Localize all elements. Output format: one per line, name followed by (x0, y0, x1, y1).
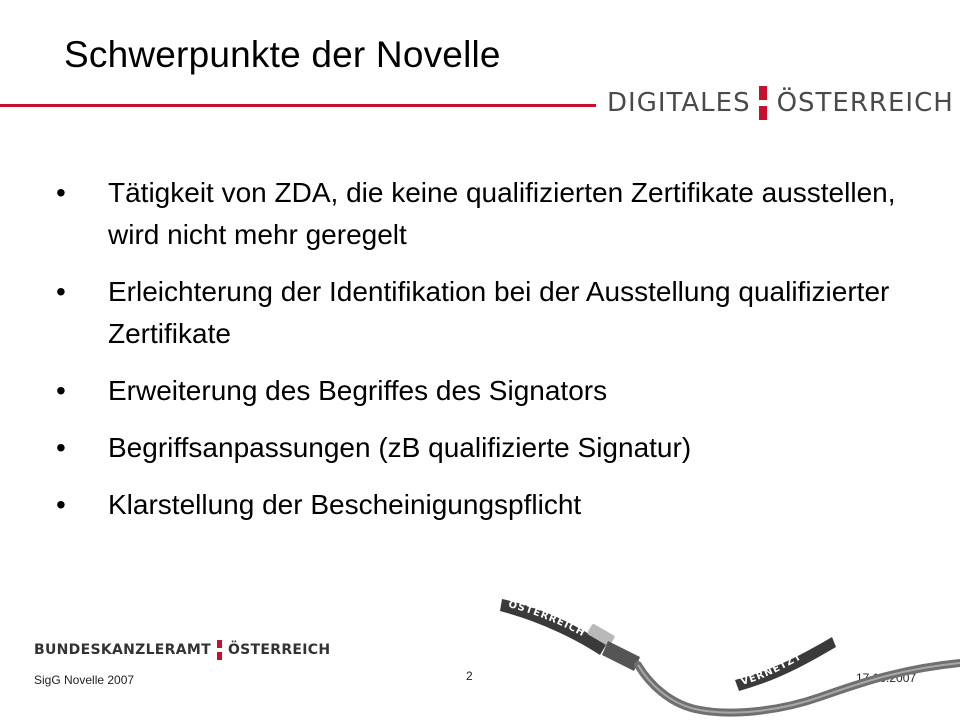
bullet-item (56, 172, 946, 256)
usb-cable-illustration (480, 585, 960, 720)
bullet-text: Erweiterung des Begriffes des Signators (108, 375, 608, 406)
logo-red-mark-icon (217, 640, 222, 660)
logo-word-digitales: DIGITALES (607, 88, 751, 118)
bullet-text: Klarstellung der Bescheinigungspflicht (108, 489, 582, 520)
footer-date: 17.10.2007 (856, 671, 917, 685)
slide-title: Schwerpunkte der Novelle (64, 34, 501, 75)
logo-word-bundeskanzleramt: BUNDESKANZLERAMT (34, 642, 211, 658)
bullet-dot-icon: • (56, 276, 66, 307)
digitales-oesterreich-logo (607, 86, 954, 120)
bullet-item (56, 427, 946, 469)
logo-word-oesterreich: ÖSTERREICH (227, 642, 331, 658)
logo-red-mark-icon (759, 86, 767, 120)
bullet-dot-icon: • (56, 489, 66, 520)
bullet-item (56, 370, 946, 412)
bullet-text: Erleichterung der Identifikation bei der Ausstellung qualifizierter Zertifikate (108, 276, 890, 349)
svg-text:ÖSTERREICH (507, 596, 587, 639)
bullet-text: Begriffsanpassungen (zB qualifizierte Signatur) (108, 432, 692, 463)
title-underline (0, 104, 596, 107)
page-number: 2 (466, 669, 473, 683)
bullet-list (56, 172, 946, 541)
usb-label-vernetzt: VERNETZT (739, 651, 804, 688)
usb-label-oesterreich: ÖSTERREICH (507, 599, 588, 640)
footer-presentation-name: SigG Novelle 2007 (34, 673, 135, 687)
bullet-item (56, 271, 946, 355)
bullet-dot-icon: • (56, 432, 66, 463)
bullet-dot-icon: • (56, 177, 66, 208)
bundeskanzleramt-logo (34, 640, 330, 660)
bullet-dot-icon: • (56, 375, 66, 406)
bullet-item (56, 484, 946, 526)
logo-word-oesterreich: ÖSTERREICH (776, 88, 954, 118)
bullet-text: Tätigkeit von ZDA, die keine qualifizierten Zertifikate ausstellen, wird nicht mehr geregelt (108, 177, 896, 250)
